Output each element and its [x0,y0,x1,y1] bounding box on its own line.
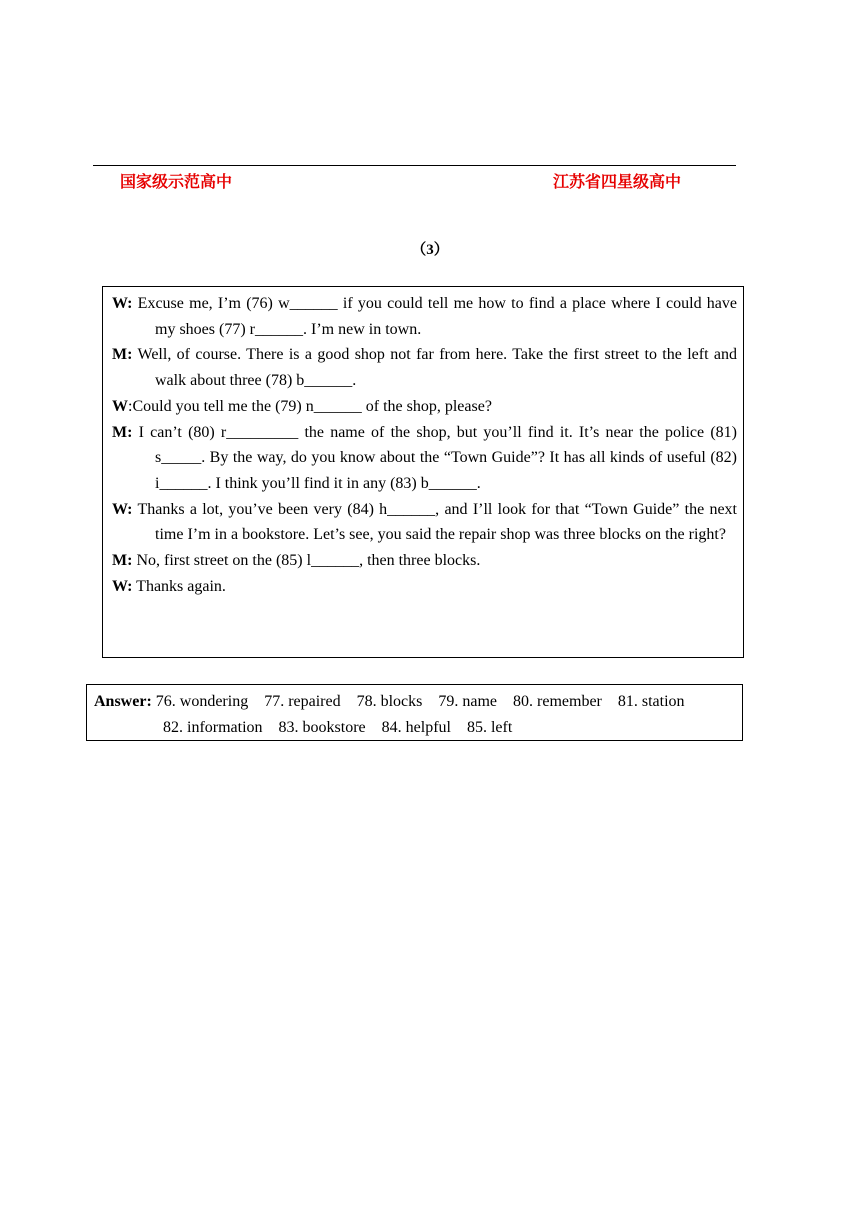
answer-text-1: 76. wondering 77. repaired 78. blocks 79. name 80. remember 81. station [151,693,685,710]
speaker-label: W: [112,577,133,595]
dialogue-line [112,497,737,548]
dialogue-text: Excuse me, I’m (76) w______ if you could tell me how to find a place where I could have my shoes (77) r______. I’m new in town. [132,295,737,338]
header-rule [93,165,736,166]
header-school-level: 国家级示范高中 [120,172,233,191]
dialogue-text: Thanks a lot, you’ve been very (84) h______, and I’ll look for that “Town Guide” the next time I’m in a bookstore. Let’s see, you said the repair shop was three blocks on the right? [132,500,737,544]
dialogue-line [112,420,737,497]
dialogue-line [112,342,737,393]
speaker-label: W [112,397,128,415]
dialogue-box [102,286,744,658]
answer-box [86,684,743,741]
header-school-rank: 江苏省四星级高中 [553,172,682,191]
speaker-label: M: [112,423,133,441]
dialogue-line [112,574,737,600]
dialogue-text: Well, of course. There is a good shop not far from here. Take the first street to the left and walk about three (78) b______. [132,346,737,390]
speaker-label: M: [112,346,133,364]
dialogue-line [112,394,737,420]
dialogue-text: I can’t (80) r_________ the name of the shop, but you’ll find it. It’s near the police (81) s_____. By the way, do you know about the “Town Guide”? It has all kinds of useful (82) i______. I think you’ll find it in any (83) b______. [132,423,737,492]
dialogue-text: Thanks again. [132,577,226,595]
dialogue-text: :Could you tell me the (79) n______ of the shop, please? [128,397,492,415]
answer-line-1 [94,689,734,715]
dialogue-line [112,291,737,342]
speaker-label: W: [112,295,133,312]
answer-line-2: 82. information 83. bookstore 84. helpful 85. left [163,718,513,736]
answer-label: Answer: [94,693,152,710]
speaker-label: M: [112,552,133,570]
dialogue-text: No, first street on the (85) l______, then three blocks. [132,552,481,570]
section-number: （3） [411,242,449,258]
speaker-label: W: [112,500,133,518]
dialogue-line [112,548,737,574]
